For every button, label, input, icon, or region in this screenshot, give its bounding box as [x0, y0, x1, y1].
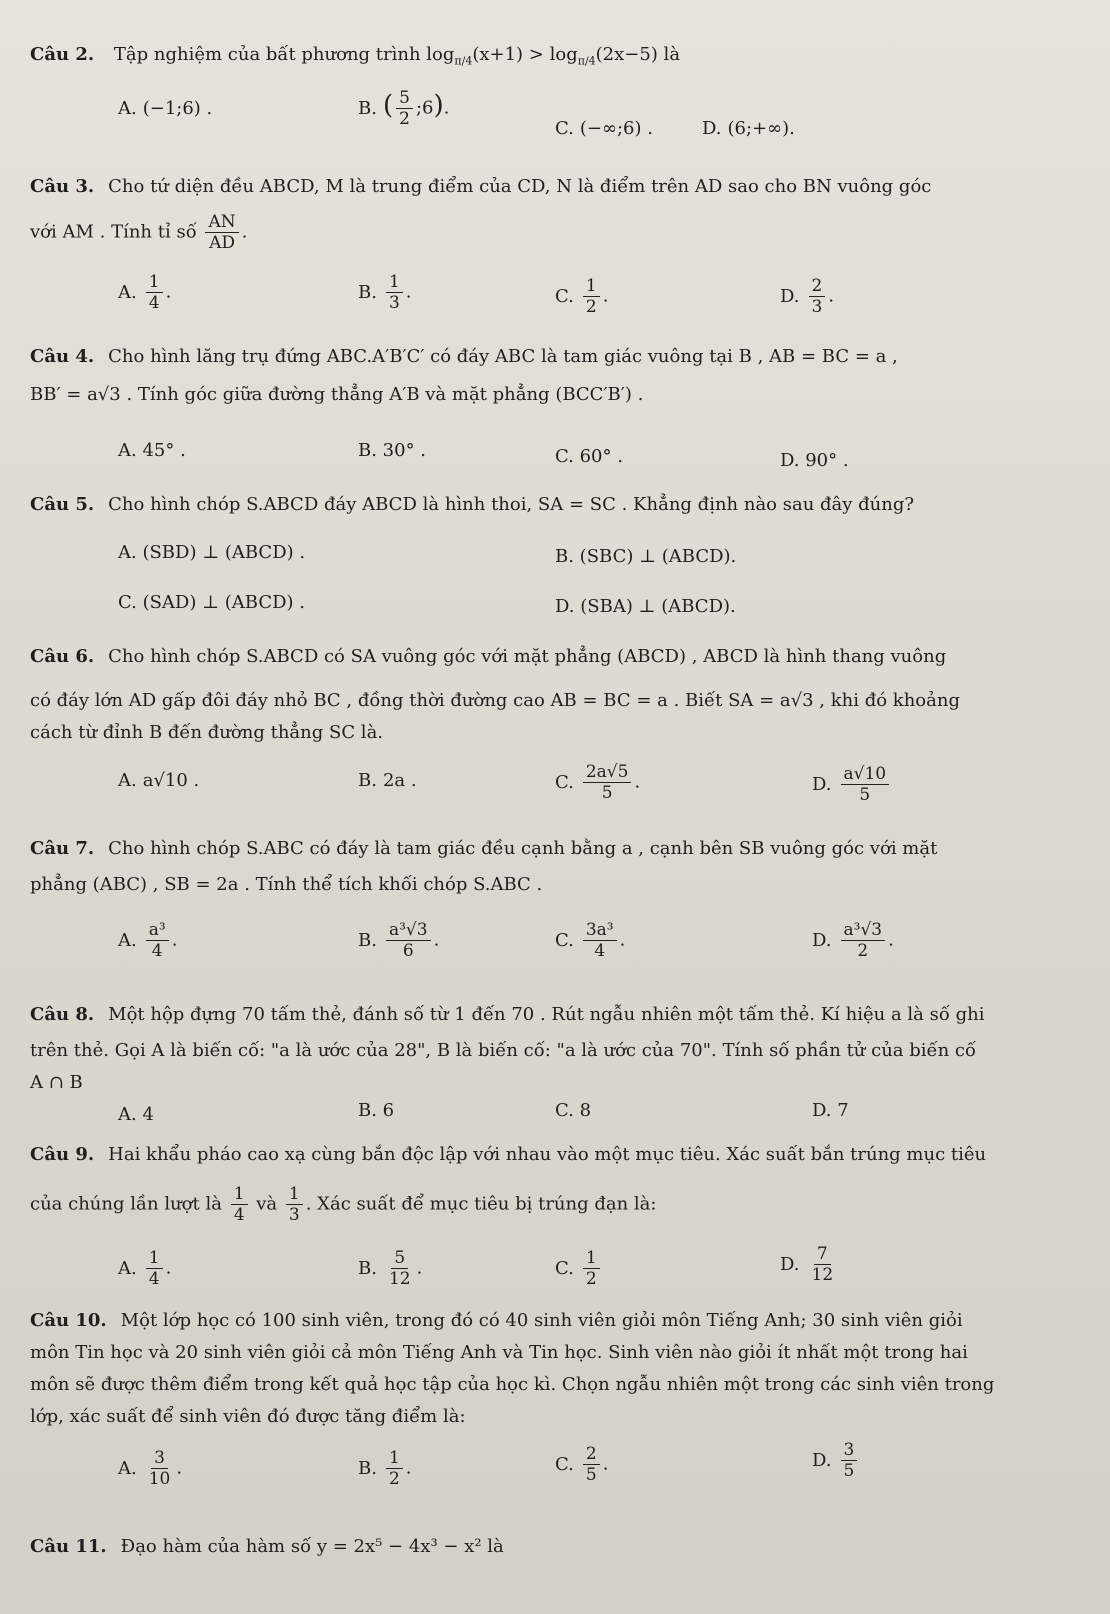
choice-a[interactable]: A. $\frac{3}{10}$ .	[118, 1448, 183, 1489]
choice-a[interactable]: A. $\frac{\text{a³}}{4}$ .	[118, 920, 178, 961]
question-7-line2: phẳng (ABC) , SB = 2a . Tính thể tích khối chóp S.ABC .	[30, 874, 543, 895]
question-10: Câu 10. Một lớp học có 100 sinh viên, trong đó có 40 sinh viên giỏi môn Tiếng Anh; 30 sinh viên giỏi	[30, 1310, 963, 1331]
question-text: Tập nghiệm của bất phương trình $\log_{\pi/4}(x+1) > \log_{\pi/4}(2x-5)$ là	[113, 44, 681, 68]
choice-d[interactable]: D. $\frac{a√10}{5}$	[812, 764, 892, 805]
choice-c[interactable]: C. $\frac{\text{3a³}}{4}$ .	[555, 920, 626, 961]
choice-d[interactable]: D. 7	[812, 1100, 849, 1121]
choice-d[interactable]: D. $\frac{7}{12}$	[780, 1244, 834, 1285]
choice-c[interactable]: C. $\frac{2a√5}{5}$ .	[555, 762, 641, 803]
choice-a[interactable]: A. $\frac{1}{4}$ .	[118, 272, 172, 313]
choice-b[interactable]: B. $\frac{1}{2}$ .	[358, 1448, 412, 1489]
choice-d[interactable]: D. $\frac{3}{5}$	[812, 1440, 860, 1481]
question-4: Câu 4. Cho hình lăng trụ đứng ABC.A′B′C′ có đáy ABC là tam giác vuông tại B , AB = BC = a ,	[30, 346, 898, 367]
choice-d[interactable]: D. $\frac{\text{a³√3}}{2}$ .	[812, 920, 894, 961]
choice-b[interactable]: B. $\frac{\text{a³√3}}{6}$ .	[358, 920, 440, 961]
choice-c[interactable]: C. 8	[555, 1100, 592, 1121]
question-9-line2: của chúng lần lượt là $\frac{1}{4}$ và $\frac{1}{3}$ . Xác suất để mục tiêu bị trúng đạn là:	[30, 1184, 657, 1225]
question-7: Câu 7. Cho hình chóp S.ABC có đáy là tam giác đều cạnh bằng a , cạnh bên SB vuông góc với mặt	[30, 838, 938, 859]
question-2	[30, 38, 1090, 79]
choice-b[interactable]: B. 30° .	[358, 440, 427, 461]
choice-a[interactable]: A. (−1;6) .	[118, 98, 213, 119]
choice-d[interactable]: D. (6;+∞).	[702, 118, 795, 139]
choice-b[interactable]: B. 2a .	[358, 770, 417, 791]
choice-b[interactable]: B. $\frac{5}{12}$ .	[358, 1248, 423, 1289]
choice-a[interactable]: A. $\frac{1}{4}$ .	[118, 1248, 172, 1289]
choice-b[interactable]: B. 6	[358, 1100, 395, 1121]
question-4-line2: BB′ = a√3 . Tính góc giữa đường thẳng A′B và mặt phẳng (BCC′B′) .	[30, 384, 644, 405]
question-9: Câu 9. Hai khẩu pháo cao xạ cùng bắn độc lập với nhau vào một mục tiêu. Xác suất bắn trúng mục tiêu	[30, 1144, 987, 1165]
choice-a[interactable]: A. 4	[118, 1104, 154, 1125]
choice-c[interactable]: C. (−∞;6) .	[555, 118, 653, 139]
question-8: Câu 8. Một hộp đựng 70 tấm thẻ, đánh số từ 1 đến 70 . Rút ngẫu nhiên một tấm thẻ. Kí hiệu a là số ghi	[30, 1004, 985, 1025]
choice-b[interactable]: B. (SBC) ⊥ (ABCD).	[555, 546, 737, 567]
question-10-line4: lớp, xác suất để sinh viên đó được tăng điểm là:	[30, 1406, 466, 1427]
question-11: Câu 11. Đạo hàm của hàm số y = 2x⁵ − 4x³ − x² là	[30, 1536, 504, 1557]
question-6-line2: có đáy lớn AD gấp đôi đáy nhỏ BC , đồng thời đường cao AB = BC = a . Biết SA = a√3 , khi đó khoảng	[30, 690, 960, 711]
question-8-line3: A ∩ B	[30, 1072, 83, 1093]
question-3: Câu 3. Cho tứ diện đều ABCD, M là trung điểm của CD, N là điểm trên AD sao cho BN vuông góc	[30, 176, 932, 197]
question-10-line2: môn Tin học và 20 sinh viên giỏi cả môn Tiếng Anh và Tin học. Sinh viên nào giỏi ít nhất một trong hai	[30, 1342, 968, 1363]
question-8-line2: trên thẻ. Gọi A là biến cố: "a là ước của 28", B là biến cố: "a là ước của 70". Tính số phần tử của biến cố	[30, 1040, 977, 1061]
choice-b[interactable]: B. ( $\frac{5}{2}$ ;6).	[358, 88, 450, 129]
choice-c[interactable]: C. 60° .	[555, 446, 623, 467]
question-number: Câu 2.	[30, 44, 95, 65]
question-3-line2: với AM . Tính tỉ số $\frac{AN}{AD}$ .	[30, 212, 248, 253]
question-6: Câu 6. Cho hình chóp S.ABCD có SA vuông góc với mặt phẳng (ABCD) , ABCD là hình thang vuông	[30, 646, 947, 667]
choice-c[interactable]: C. $\frac{1}{2}$	[555, 1248, 603, 1289]
choice-a[interactable]: A. 45° .	[118, 440, 186, 461]
question-5: Câu 5. Cho hình chóp S.ABCD đáy ABCD là hình thoi, SA = SC . Khẳng định nào sau đây đúng?	[30, 494, 915, 515]
question-10-line3: môn sẽ được thêm điểm trong kết quả học tập của học kì. Chọn ngẫu nhiên một trong các sinh viên trong	[30, 1374, 995, 1395]
question-6-line3: cách từ đỉnh B đến đường thẳng SC là.	[30, 722, 384, 743]
choice-c[interactable]: C. $\frac{1}{2}$ .	[555, 276, 609, 317]
choice-c[interactable]: C. (SAD) ⊥ (ABCD) .	[118, 592, 306, 613]
choice-c[interactable]: C. $\frac{2}{5}$ .	[555, 1444, 609, 1485]
choice-d[interactable]: D. 90° .	[780, 450, 849, 471]
choice-a[interactable]: A. (SBD) ⊥ (ABCD) .	[118, 542, 306, 563]
choice-d[interactable]: D. $\frac{2}{3}$ .	[780, 276, 835, 317]
choice-b[interactable]: B. $\frac{1}{3}$ .	[358, 272, 412, 313]
question-number: Câu 3.	[30, 176, 95, 197]
choice-a[interactable]: A. a√10 .	[118, 770, 200, 791]
choice-d[interactable]: D. (SBA) ⊥ (ABCD).	[555, 596, 736, 617]
